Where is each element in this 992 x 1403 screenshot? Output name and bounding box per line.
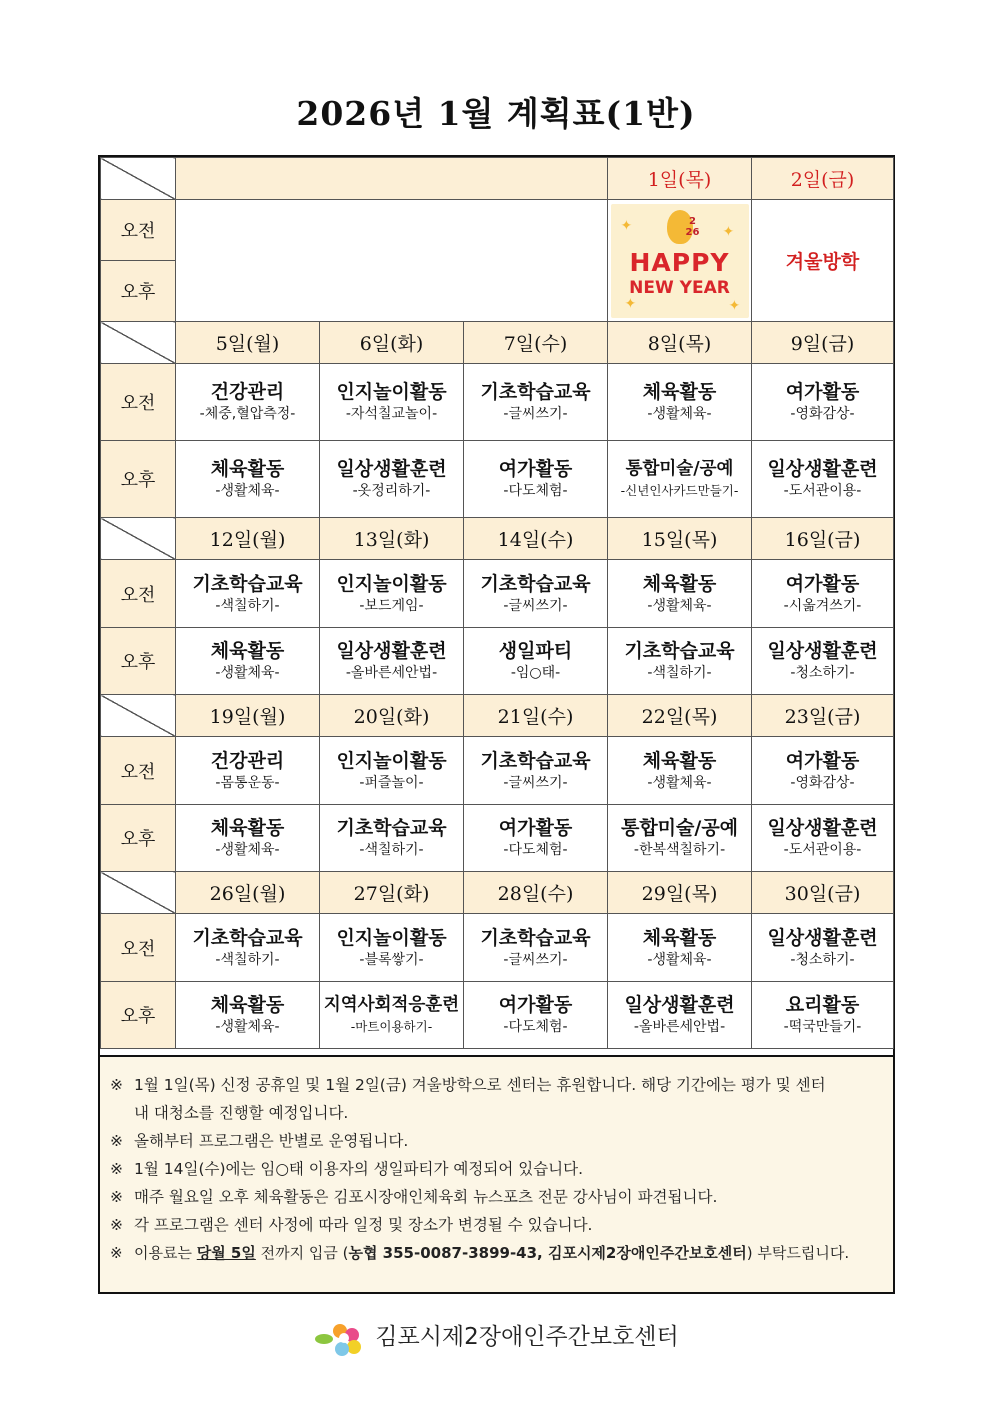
activity-cell: [464, 628, 608, 695]
activity-cell: [464, 805, 608, 872]
activity-detail: -옷정리하기-: [352, 483, 431, 499]
day-header: 8일(목): [608, 322, 752, 364]
activity-name: 일상생활훈련: [336, 458, 447, 480]
note-item: ※ 올해부터 프로그램은 반별로 운영됩니다.: [110, 1132, 409, 1150]
activity-cell: [320, 441, 464, 518]
day-header: 21일(수): [464, 695, 608, 737]
day-header: 9일(금): [752, 322, 894, 364]
activity-name: 요리활동: [785, 994, 860, 1016]
activity-cell: [608, 805, 752, 872]
activity-cell: [464, 560, 608, 628]
corner-diagonal-cell: [101, 158, 176, 200]
pm-label: 오후: [101, 982, 176, 1049]
day-header: 23일(금): [752, 695, 894, 737]
activity-cell: [752, 628, 894, 695]
pm-label: 오후: [101, 441, 176, 518]
day-header: 30일(금): [752, 872, 894, 914]
activity-detail: -퍼즐놀이-: [359, 774, 424, 791]
activity-detail: -체중,혈압측정-: [199, 406, 296, 422]
activity-detail: -떡국만들기-: [783, 1019, 862, 1035]
activity-cell: [752, 982, 894, 1049]
activity-name: 체육활동: [210, 640, 285, 662]
empty-schedule-cell: [176, 200, 608, 322]
activity-name: 기초학습교육: [336, 817, 447, 839]
activity-name: 여가활동: [785, 381, 860, 403]
activity-name: 인지놀이활동: [336, 749, 447, 772]
activity-detail: -청소하기-: [790, 951, 855, 968]
activity-cell: [320, 914, 464, 982]
due-date: 당월 5일: [196, 1244, 256, 1262]
vacation-cell: [752, 200, 894, 322]
day-header: 14일(수): [464, 518, 608, 560]
activity-name: 생일파티: [498, 640, 573, 662]
activity-cell: [176, 364, 320, 441]
activity-detail: -올바른세안법-: [633, 1019, 726, 1035]
pm-label: 오후: [101, 805, 176, 872]
activity-cell: [176, 628, 320, 695]
activity-name: 여가활동: [498, 994, 573, 1016]
activity-name: 기초학습교육: [480, 572, 591, 595]
day-header: 15일(목): [608, 518, 752, 560]
activity-cell: [176, 982, 320, 1049]
activity-cell: [320, 982, 464, 1049]
note-item-fee: ※ 이용료는 당월 5일 전까지 입금 (농협 355-0087-3899-43, 김포시제2장애인주간보호센터) 부탁드립니다.: [110, 1244, 850, 1262]
star-icon: ✦: [722, 223, 735, 240]
activity-detail: -몸통운동-: [215, 774, 280, 791]
activity-cell: [752, 737, 894, 805]
corner-diagonal-cell: [101, 518, 176, 560]
activity-detail: -시옮겨쓰기-: [783, 597, 862, 614]
footer: [0, 1318, 992, 1356]
activity-detail: -영화감상-: [790, 774, 855, 791]
day-header: 13일(화): [320, 518, 464, 560]
activity-name: 여가활동: [498, 817, 573, 839]
day-header: 1일(목): [608, 158, 752, 200]
day-header: 29일(목): [608, 872, 752, 914]
day-header: 22일(목): [608, 695, 752, 737]
activity-detail: -생활체육-: [647, 406, 712, 422]
activity-name: 체육활동: [210, 458, 285, 480]
activity-cell: [752, 914, 894, 982]
activity-name: 건강관리: [210, 381, 285, 403]
day-header: 5일(월): [176, 322, 320, 364]
activity-detail: -보드게임-: [359, 597, 424, 614]
star-icon: ✦: [620, 217, 633, 234]
corner-diagonal-cell: [101, 322, 176, 364]
activity-detail: -다도체험-: [503, 1019, 568, 1035]
activity-name: 일상생활훈련: [624, 994, 735, 1016]
activity-name: 일상생활훈련: [767, 640, 878, 662]
activity-name: 기초학습교육: [192, 572, 303, 595]
activity-detail: -청소하기-: [790, 665, 855, 681]
activity-detail: -색칠하기-: [215, 597, 280, 614]
schedule-table: [100, 157, 894, 1049]
pm-label: 오후: [101, 261, 176, 322]
am-label: 오전: [101, 364, 176, 441]
activity-detail: -한복색칠하기-: [633, 842, 726, 858]
activity-name: 인지놀이활동: [336, 572, 447, 595]
empty-day-header: [176, 158, 608, 200]
day-header: 7일(수): [464, 322, 608, 364]
activity-cell: [176, 805, 320, 872]
activity-cell: [464, 914, 608, 982]
activity-name: 여가활동: [785, 749, 860, 772]
activity-name: 통합미술/공예: [620, 817, 739, 839]
vacation-label: 겨울방학: [785, 251, 860, 273]
activity-name: 기초학습교육: [192, 926, 303, 949]
activity-name: 인지놀이활동: [336, 381, 447, 403]
activity-detail: -임○태-: [510, 665, 561, 681]
activity-cell: [752, 805, 894, 872]
activity-name: 체육활동: [642, 572, 717, 595]
activity-detail: -올바른세안법-: [345, 665, 438, 681]
activity-detail: -생활체육-: [215, 1019, 280, 1035]
activity-cell: [608, 364, 752, 441]
notes-section: [100, 1055, 893, 1292]
activity-name: 일상생활훈련: [767, 458, 878, 480]
activity-detail: -생활체육-: [215, 665, 280, 681]
day-header: 6일(화): [320, 322, 464, 364]
activity-cell: [464, 364, 608, 441]
note-item: ※ 1월 1일(목) 신정 공휴일 및 1월 2일(금) 겨울방학으로 센터는 휴원합니다. 해당 기간에는 평가 및 센터 내 대청소를 진행할 예정입니다.: [110, 1076, 826, 1122]
activity-name: 체육활동: [642, 749, 717, 772]
activity-detail: -블록쌓기-: [359, 951, 424, 968]
activity-cell: [464, 982, 608, 1049]
page-title: 2026년 1월 계획표(1반): [296, 94, 696, 133]
activity-name: 일상생활훈련: [336, 640, 447, 662]
activity-detail: -도서관이용-: [783, 483, 862, 499]
activity-cell: [464, 441, 608, 518]
activity-detail: -글씨쓰기-: [503, 597, 568, 614]
activity-name: 여가활동: [785, 572, 860, 595]
activity-name: 인지놀이활동: [336, 926, 447, 949]
activity-name: 체육활동: [642, 381, 717, 403]
activity-cell: [176, 441, 320, 518]
corner-diagonal-cell: [101, 695, 176, 737]
activity-detail: -생활체육-: [647, 774, 712, 791]
activity-name: 기초학습교육: [480, 926, 591, 949]
activity-detail: -다도체험-: [503, 842, 568, 858]
day-header: 16일(금): [752, 518, 894, 560]
activity-name: 기초학습교육: [480, 381, 591, 403]
activity-detail: -색칠하기-: [215, 951, 280, 968]
activity-cell: [608, 628, 752, 695]
activity-cell: [320, 737, 464, 805]
activity-cell: [608, 914, 752, 982]
activity-name: 기초학습교육: [480, 749, 591, 772]
day-header: 26일(월): [176, 872, 320, 914]
activity-name: 건강관리: [210, 749, 285, 772]
new-year-cell: [608, 200, 752, 322]
note-item: ※ 1월 14일(수)에는 임○태 이용자의 생일파티가 예정되어 있습니다.: [110, 1160, 584, 1178]
schedule-frame: [98, 155, 895, 1294]
activity-detail: -영화감상-: [790, 406, 855, 422]
activity-cell: [320, 805, 464, 872]
happy-new-year-image: [611, 204, 749, 318]
activity-detail: -생활체육-: [215, 483, 280, 499]
activity-cell: [608, 737, 752, 805]
am-label: 오전: [101, 200, 176, 261]
day-header: 12일(월): [176, 518, 320, 560]
corner-diagonal-cell: [101, 872, 176, 914]
activity-detail: -마트이용하기-: [350, 1019, 433, 1034]
activity-name: 기초학습교육: [624, 640, 735, 662]
activity-cell: [320, 560, 464, 628]
day-header: 20일(화): [320, 695, 464, 737]
am-label: 오전: [101, 914, 176, 982]
pm-label: 오후: [101, 628, 176, 695]
am-label: 오전: [101, 737, 176, 805]
activity-cell: [608, 982, 752, 1049]
activity-cell: [464, 737, 608, 805]
activity-detail: -생활체육-: [647, 597, 712, 614]
day-header: 19일(월): [176, 695, 320, 737]
happy-text: HAPPY: [629, 247, 730, 277]
new-year-text: NEW YEAR: [629, 277, 730, 298]
activity-cell: [752, 364, 894, 441]
note-item: ※ 각 프로그램은 센터 사정에 따라 일정 및 장소가 변경될 수 있습니다.: [110, 1216, 593, 1234]
activity-cell: [320, 628, 464, 695]
activity-cell: [752, 441, 894, 518]
activity-name: 일상생활훈련: [767, 817, 878, 839]
activity-detail: -생활체육-: [215, 842, 280, 858]
day-header: 2일(금): [752, 158, 894, 200]
activity-name: 체육활동: [210, 817, 285, 839]
activity-detail: -색칠하기-: [647, 665, 712, 681]
activity-detail: -도서관이용-: [783, 842, 862, 858]
activity-cell: [176, 914, 320, 982]
bank-account: 농협 355-0087-3899-43, 김포시제2장애인주간보호센터: [348, 1244, 747, 1262]
activity-detail: -자석칠교놀이-: [345, 406, 438, 422]
activity-cell: [320, 364, 464, 441]
activity-detail: -글씨쓰기-: [503, 774, 568, 791]
flower-logo-icon: [313, 1320, 369, 1356]
activity-name: 여가활동: [498, 458, 573, 480]
activity-name: 통합미술/공예: [625, 459, 734, 479]
activity-detail: -색칠하기-: [359, 842, 424, 858]
am-label: 오전: [101, 560, 176, 628]
star-icon: ✦: [624, 295, 637, 312]
activity-cell: [176, 737, 320, 805]
activity-cell: [176, 560, 320, 628]
activity-cell: [752, 560, 894, 628]
day-header: 27일(화): [320, 872, 464, 914]
ornament-icon: 2 26: [667, 210, 693, 244]
activity-detail: -생활체육-: [647, 951, 712, 968]
activity-name: 지역사회적응훈련: [323, 995, 460, 1015]
activity-detail: -글씨쓰기-: [503, 951, 568, 968]
note-item: ※ 매주 월요일 오후 체육활동은 김포시장애인체육회 뉴스포츠 전문 강사님이 파견됩니다.: [110, 1188, 718, 1206]
activity-cell: [608, 441, 752, 518]
star-icon: ✦: [728, 297, 741, 314]
activity-name: 체육활동: [210, 994, 285, 1016]
activity-name: 일상생활훈련: [767, 926, 878, 949]
activity-cell: [608, 560, 752, 628]
activity-detail: -신년인사카드만들기-: [620, 483, 739, 498]
activity-detail: -글씨쓰기-: [503, 406, 568, 422]
center-name: 김포시제2장애인주간보호센터: [375, 1324, 679, 1350]
day-header: 28일(수): [464, 872, 608, 914]
activity-detail: -다도체험-: [503, 483, 568, 499]
activity-name: 체육활동: [642, 926, 717, 949]
